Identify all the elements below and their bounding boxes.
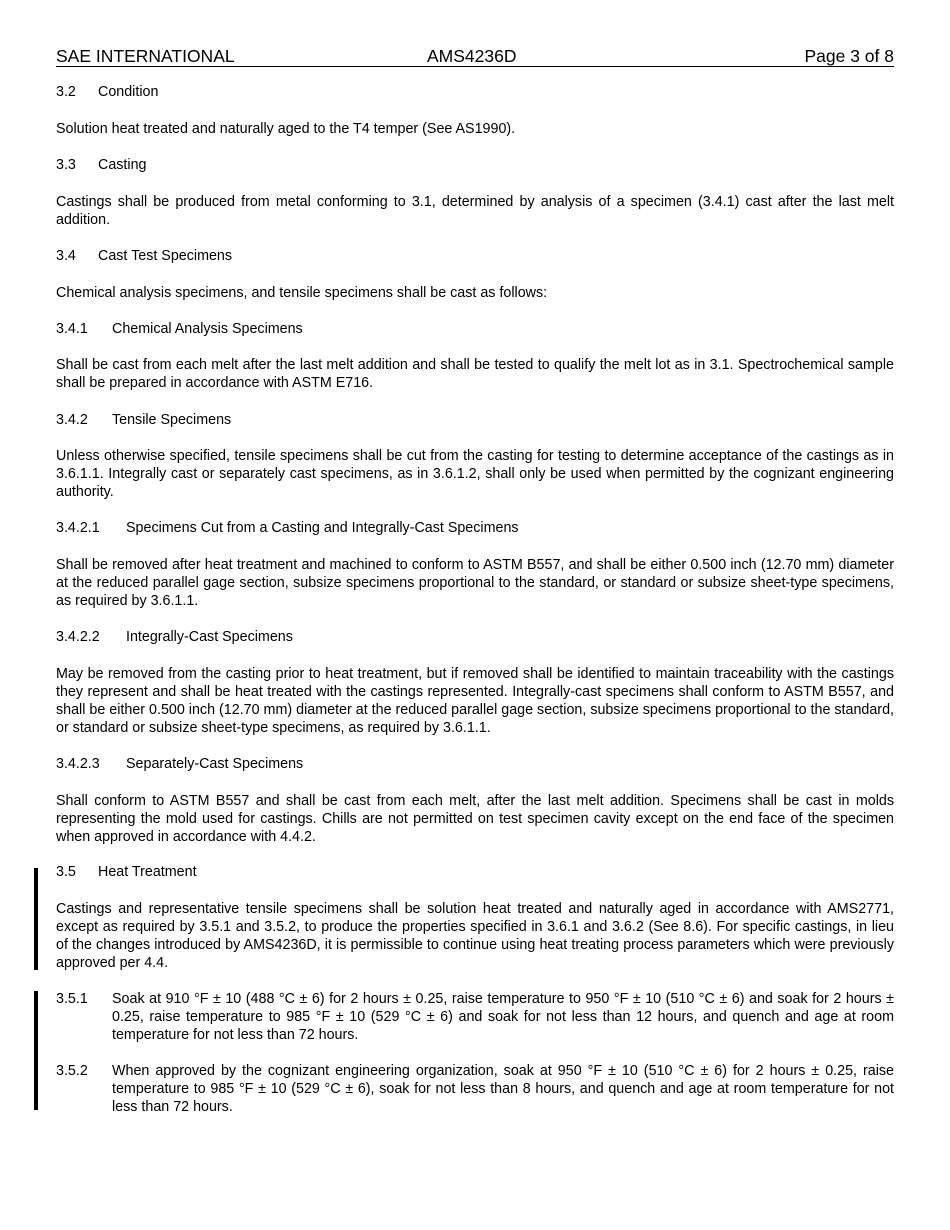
section-number: 3.4.2	[56, 412, 88, 428]
paragraph-text: Soak at 910 °F ± 10 (488 °C ± 6) for 2 hours ± 0.25, raise temperature to 950 °F ± 10 (510 °C ± 6) and soak for 2 hours ± 0.25, raise temperature to 985 °F ± 10 (529 °C ± 6) and soak for not less than 12 hours, and quench and age at room temperature for not less than 72 hours.	[112, 991, 894, 1043]
section-heading	[56, 755, 894, 773]
section-title: Casting	[98, 157, 147, 173]
section-body: Shall conform to ASTM B557 and shall be cast from each melt, after the last melt addition. Specimens shall be cast in molds representing the mold used for castings. Chills are not permitted on test specimen cavity except on the end face of the specimen when approved in accordance with 4.4.2.	[56, 793, 894, 845]
section-heading	[56, 83, 894, 101]
numbered-paragraph	[56, 990, 894, 1044]
page-header	[56, 44, 894, 67]
header-doc-id: AMS4236D	[427, 46, 517, 66]
section-number: 3.4.2.2	[56, 629, 100, 645]
header-page-number: Page 3 of 8	[804, 46, 894, 66]
section-title: Cast Test Specimens	[98, 248, 233, 264]
section-title: Separately-Cast Specimens	[126, 756, 304, 772]
section-title: Heat Treatment	[98, 864, 197, 880]
section-number: 3.3	[56, 157, 76, 173]
section-heading	[56, 320, 894, 338]
section-body: Shall be removed after heat treatment and machined to conform to ASTM B557, and shall be either 0.500 inch (12.70 mm) diameter at the reduced parallel gage section, subsize specimens proportional to the standard, or standard or subsize sheet-type specimens, as required by 3.6.1.1.	[56, 557, 894, 609]
section-number: 3.4.2.1	[56, 520, 100, 536]
header-org: SAE INTERNATIONAL	[56, 46, 235, 66]
paragraph-number: 3.5.1	[56, 991, 88, 1007]
section-title: Condition	[98, 84, 159, 100]
section-heading	[56, 519, 894, 537]
section-body: Castings shall be produced from metal conforming to 3.1, determined by analysis of a specimen (3.4.1) cast after the last melt addition.	[56, 194, 894, 228]
numbered-paragraph	[56, 1062, 894, 1116]
section-heading	[56, 247, 894, 265]
section-body: May be removed from the casting prior to heat treatment, but if removed shall be identified to maintain traceability with the castings they represent and shall be heat treated with the castings represented. Integrally-cast specimens shall conform to ASTM B557, and shall be either 0.500 inch (12.70 mm) diameter at the reduced parallel gage section, subsize specimens proportional to the standard, or standard or subsize sheet-type specimens, as required by 3.6.1.1.	[56, 666, 894, 736]
section-heading	[56, 156, 894, 174]
section-number: 3.2	[56, 84, 76, 100]
section-title: Chemical Analysis Specimens	[112, 321, 303, 337]
section-title: Tensile Specimens	[112, 412, 232, 428]
section-heading	[56, 628, 894, 646]
section-body: Shall be cast from each melt after the last melt addition and shall be tested to qualify the melt lot as in 3.1. Spectrochemical sample shall be prepared in accordance with ASTM E716.	[56, 357, 894, 391]
revision-change-bar	[34, 868, 38, 970]
section-heading	[56, 863, 894, 881]
section-body: Unless otherwise specified, tensile specimens shall be cut from the casting for testing to determine acceptance of the castings as in 3.6.1.1. Integrally cast or separately cast specimens, as in 3.6.1.2, shall only be used when permitted by the cognizant engineering authority.	[56, 448, 894, 500]
section-heading	[56, 411, 894, 429]
section-number: 3.4.1	[56, 321, 88, 337]
section-body: Solution heat treated and naturally aged to the T4 temper (See AS1990).	[56, 121, 516, 137]
section-body: Chemical analysis specimens, and tensile specimens shall be cast as follows:	[56, 285, 548, 301]
paragraph-text: When approved by the cognizant engineering organization, soak at 950 °F ± 10 (510 °C ± 6) for 2 hours ± 0.25, raise temperature to 985 °F ± 10 (529 °C ± 6), soak for not less than 8 hours, and quench and age at room temperature for not less than 72 hours.	[112, 1063, 894, 1115]
section-number: 3.4	[56, 248, 76, 264]
section-body: Castings and representative tensile specimens shall be solution heat treated and naturally aged in accordance with AMS2771, except as required by 3.5.1 and 3.5.2, to produce the properties specified in 3.6.1 and 3.6.2 (See 8.6). For specific castings, in lieu of the changes introduced by AMS4236D, it is permissible to continue using heat treating process parameters which were previously approved per 4.4.	[56, 901, 894, 971]
revision-change-bar	[34, 991, 38, 1110]
section-number: 3.4.2.3	[56, 756, 100, 772]
section-title: Specimens Cut from a Casting and Integrally-Cast Specimens	[126, 520, 519, 536]
paragraph-number: 3.5.2	[56, 1063, 88, 1079]
section-title: Integrally-Cast Specimens	[126, 629, 293, 645]
section-number: 3.5	[56, 864, 76, 880]
